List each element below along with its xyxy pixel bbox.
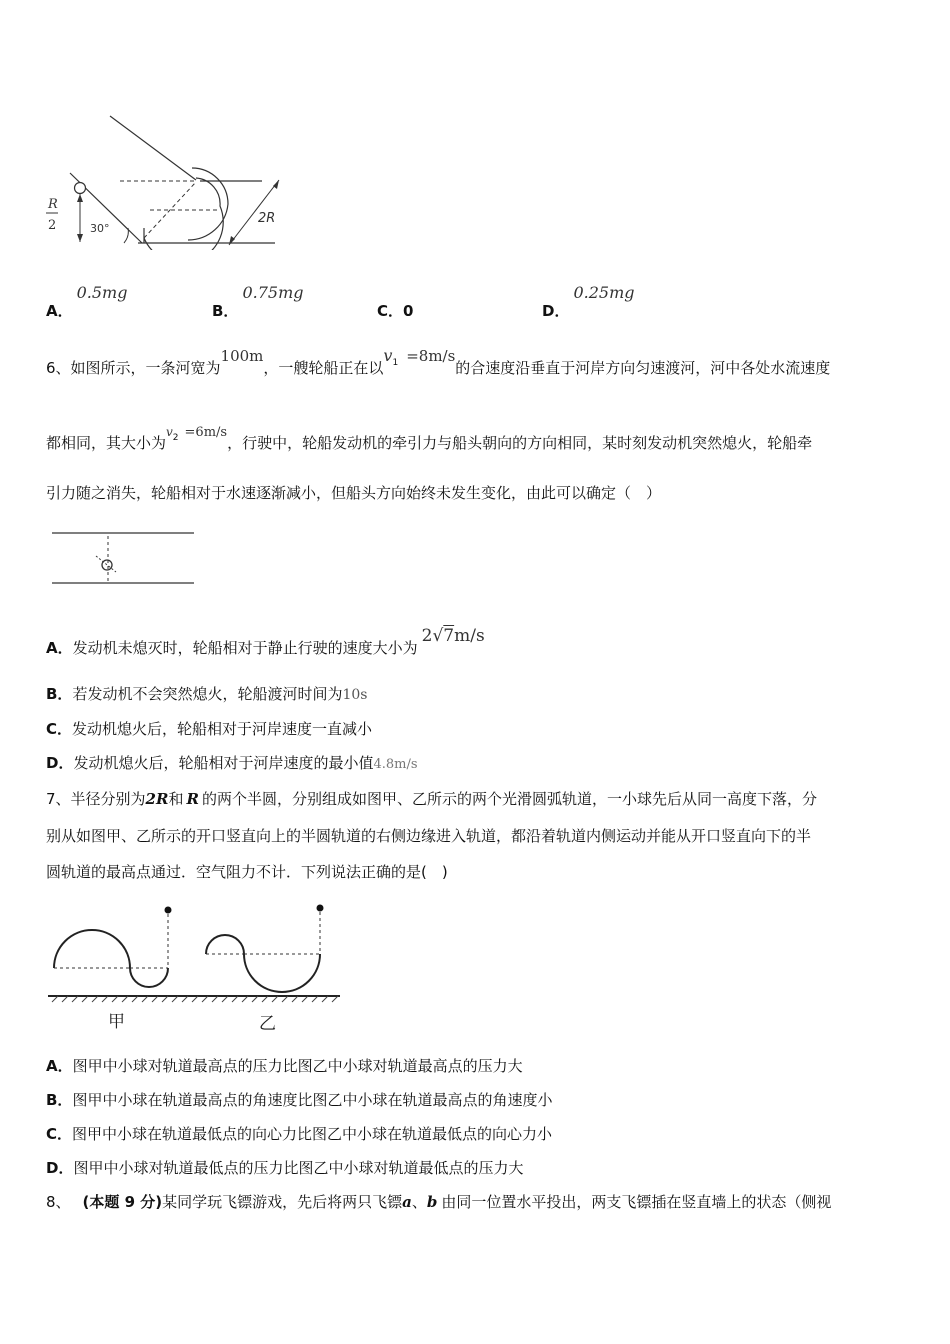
q6-line-2 bbox=[46, 420, 813, 452]
option-text: 发动机熄火后，轮船相对于河岸速度一直减小 bbox=[72, 720, 373, 738]
q6-option-a[interactable] bbox=[46, 625, 485, 657]
q5-label-2R: 2R bbox=[258, 211, 276, 226]
q6-river-width: 100m bbox=[220, 347, 264, 365]
q6-v1-symbol: v bbox=[383, 346, 393, 365]
option-letter: A． bbox=[46, 1057, 73, 1075]
q5-ball bbox=[75, 183, 86, 194]
q7-text: 7、半径分别为 bbox=[46, 790, 146, 808]
q6-text: ，行驶中，轮船发动机的牵引力与船头朝向的方向相同，某时刻发动机突然熄火，轮船牵 bbox=[227, 434, 813, 452]
q5-option-c[interactable] bbox=[377, 300, 413, 321]
q6-v1-sub: 1 bbox=[392, 358, 399, 368]
option-letter: C． bbox=[46, 1125, 73, 1143]
q6-sqrt-sign: √ bbox=[432, 626, 444, 646]
q7-option-b[interactable] bbox=[46, 1089, 552, 1110]
q6-text: 的合速度沿垂直于河岸方向匀速渡河，河中各处水流速度 bbox=[455, 359, 831, 377]
q5-label-R: R bbox=[48, 197, 58, 212]
option-value: 0.5mg bbox=[76, 283, 128, 302]
option-text: 发动机熄火后，轮船相对于河岸速度的最小值 bbox=[73, 754, 374, 772]
option-value: 0.25mg bbox=[573, 283, 635, 302]
q7-radius-2: R bbox=[186, 790, 199, 808]
q6-text: ，一艘轮船正在以 bbox=[263, 359, 384, 377]
q6-v1-value: =8m/s bbox=[406, 347, 456, 365]
q7-text: 的两个半圆，分别组成如图甲、乙所示的两个光滑圆弧轨道，一小球先后从同一高度下落，分 bbox=[201, 790, 817, 808]
q7-yi-bottom-semicircle bbox=[244, 954, 320, 992]
q7-text: 和 bbox=[168, 790, 184, 808]
q7-yi-top-semicircle bbox=[206, 935, 244, 954]
q6-figure bbox=[50, 528, 200, 588]
q6-text: 都相同，其大小为 bbox=[46, 434, 167, 452]
q6-speed-coef: 2 bbox=[421, 626, 433, 646]
q7-line-1 bbox=[46, 788, 817, 809]
q6-min-speed: 4.8m/s bbox=[373, 757, 418, 772]
q6-option-d[interactable] bbox=[46, 752, 418, 773]
q7-jia-ball bbox=[165, 907, 172, 914]
q8-dart-a: a bbox=[402, 1193, 412, 1211]
q5-option-d[interactable] bbox=[542, 282, 635, 320]
q8-score: (本题 9 分) bbox=[82, 1193, 163, 1211]
q7-label-yi: 乙 bbox=[259, 1014, 276, 1034]
q6-text: 6、如图所示，一条河宽为 bbox=[46, 359, 221, 377]
q7-option-d[interactable] bbox=[46, 1157, 523, 1178]
q8-text: 某同学玩飞镖游戏，先后将两只飞镖 bbox=[162, 1193, 403, 1211]
q5-label-2: 2 bbox=[48, 218, 57, 233]
option-letter: C． bbox=[377, 302, 404, 320]
q6-v2-value: =6m/s bbox=[184, 425, 228, 440]
q6-v2-symbol: v bbox=[166, 425, 173, 439]
option-text: 图甲中小球对轨道最低点的压力比图乙中小球对轨道最低点的压力大 bbox=[73, 1159, 524, 1177]
option-text: 图甲中小球在轨道最高点的角速度比图乙中小球在轨道最高点的角速度小 bbox=[72, 1091, 553, 1109]
q8-line-1 bbox=[46, 1191, 831, 1212]
q6-line-1 bbox=[46, 345, 831, 377]
q6-v2-sub: 2 bbox=[172, 433, 179, 443]
option-value: 0.75mg bbox=[242, 283, 304, 302]
option-letter: C． bbox=[46, 720, 73, 738]
option-text: 图甲中小球在轨道最低点的向心力比图乙中小球在轨道最低点的向心力小 bbox=[72, 1125, 553, 1143]
q7-line-3: 圆轨道的最高点通过．空气阻力不计．下列说法正确的是( ) bbox=[46, 863, 448, 881]
option-letter: D． bbox=[46, 754, 74, 772]
q5-label-angle: 30° bbox=[90, 222, 110, 235]
q7-jia-top-semicircle bbox=[54, 930, 130, 968]
option-letter: D． bbox=[542, 302, 570, 320]
option-text: 若发动机不会突然熄火，轮船渡河时间为 bbox=[72, 685, 343, 703]
option-letter: B． bbox=[46, 1091, 73, 1109]
q7-option-c[interactable] bbox=[46, 1123, 552, 1144]
q6-time-value: 10s bbox=[342, 687, 368, 703]
q7-jia-bottom-semicircle bbox=[130, 968, 168, 987]
option-letter: B． bbox=[46, 685, 73, 703]
q6-option-b[interactable] bbox=[46, 683, 367, 704]
q7-radius-1: 2R bbox=[145, 790, 169, 808]
q6-speed-unit: m/s bbox=[454, 626, 485, 646]
q8-text: 由同一位置水平投出，两支飞镖插在竖直墙上的状态（侧视 bbox=[441, 1193, 832, 1211]
q7-yi-ball bbox=[317, 905, 324, 912]
q5-option-b[interactable] bbox=[212, 282, 304, 320]
q6-speed-radicand: 7 bbox=[443, 626, 455, 646]
q7-line-2: 别从如图甲、乙所示的开口竖直向上的半圆轨道的右侧边缘进入轨道，都沿着轨道内侧运动并能从开口竖直向下的半 bbox=[46, 827, 812, 845]
q6-line-3: 引力随之消失，轮船相对于水速逐渐减小，但船头方向始终未发生变化，由此可以确定（ ） bbox=[46, 484, 662, 502]
option-text: 图甲中小球对轨道最高点的压力比图乙中小球对轨道最高点的压力大 bbox=[72, 1057, 523, 1075]
option-letter: A． bbox=[46, 302, 73, 320]
q7-option-a[interactable] bbox=[46, 1055, 523, 1076]
q8-sep: 、 bbox=[411, 1193, 427, 1211]
option-value: 0 bbox=[403, 302, 414, 320]
option-letter: D． bbox=[46, 1159, 74, 1177]
option-letter: A． bbox=[46, 639, 73, 657]
q7-label-jia: 甲 bbox=[108, 1012, 125, 1032]
option-text: 发动机未熄灭时，轮船相对于静止行驶的速度大小为 bbox=[72, 639, 418, 657]
q6-option-c[interactable] bbox=[46, 718, 372, 739]
q5-option-a[interactable] bbox=[46, 282, 128, 320]
q7-figure bbox=[44, 900, 344, 1040]
q8-dart-b: b bbox=[426, 1193, 438, 1211]
q8-number: 8、 bbox=[46, 1193, 71, 1211]
q5-figure bbox=[40, 110, 300, 250]
option-letter: B． bbox=[212, 302, 239, 320]
